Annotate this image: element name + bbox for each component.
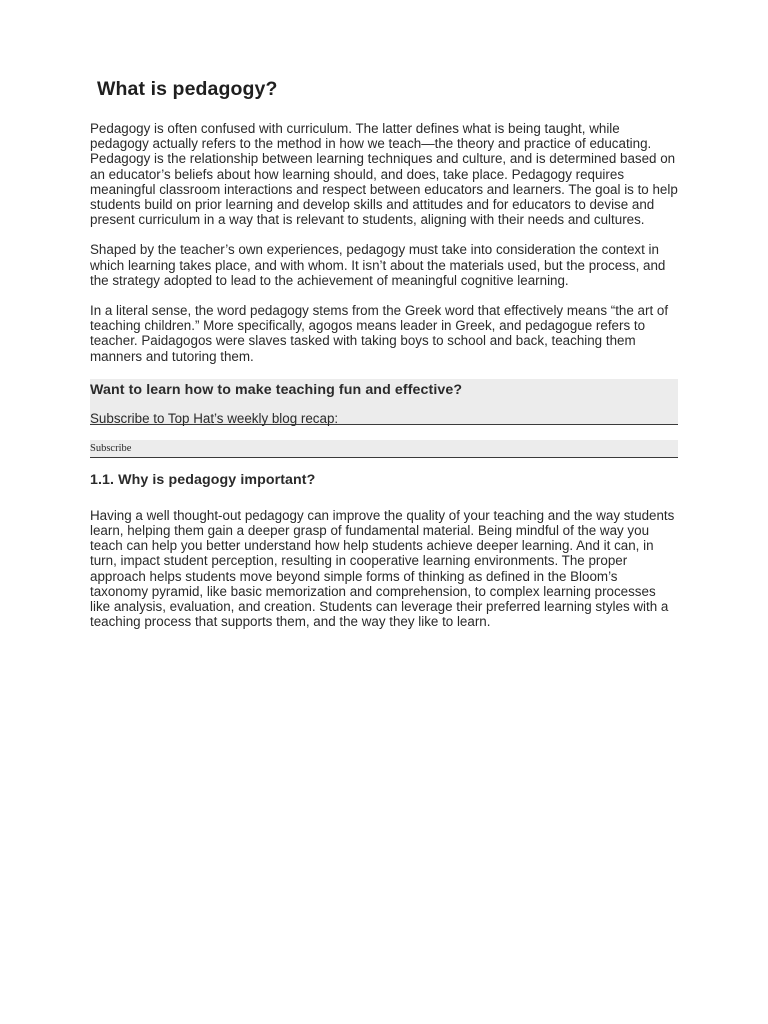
page-title: What is pedagogy? [97,78,278,100]
cta-heading: Want to learn how to make teaching fun and effective? [90,381,463,398]
document-page [90,78,678,644]
intro-paragraph: Pedagogy is often confused with curriculum. The latter defines what is being taught, while pedagogy actually refers to the method in how we teach—the theory and practice of educating. Pedagogy is the relationship between learning techniques and culture, and is determined based on an educator’s beliefs about how learning should, and does, take place. Pedagogy requires meaningful classroom interactions and respect between educators and learners. The goal is to help students build on prior learning and develop skills and attitudes and for educators to devise and present curriculum in a way that is relevant to students, aligning with their needs and cultures. [90,121,678,228]
context-paragraph: Shaped by the teacher’s own experiences, pedagogy must take into consideration the context in which learning takes place, and with whom. It isn’t about the materials used, but the process, and the strategy adopted to lead to the achievement of meaningful cognitive learning. [90,242,666,288]
subscribe-button-label: Subscribe [90,442,132,454]
importance-paragraph: Having a well thought-out pedagogy can improve the quality of your teaching and the way students learn, helping them gain a deeper grasp of fundamental material. Being mindful of the way you teach can help you better understand how help students achieve deeper learning. And it can, in turn, impact student perception, resulting in cooperative learning environments. The proper approach helps students move beyond simple forms of thinking as defined in the Bloom’s taxonomy pyramid, like basic memorization and comprehension, to complex learning processes like analysis, evaluation, and creation. Students can leverage their preferred learning styles with a teaching process that supports them, and the way they like to learn. [90,507,675,630]
section-heading: 1.1. Why is pedagogy important? [90,471,316,488]
newsletter-cta-box [90,379,678,425]
subscribe-button[interactable] [90,440,678,458]
etymology-paragraph: In a literal sense, the word pedagogy stems from the Greek word that effectively means “the art of teaching children.” More specifically, agogos means leader in Greek, and pedagogue refers to teacher. Paidagogos were slaves tasked with taking boys to school and back, teaching them manners and tutoring them. [90,303,669,364]
cta-subtext: Subscribe to Top Hat’s weekly blog recap: [90,410,339,426]
